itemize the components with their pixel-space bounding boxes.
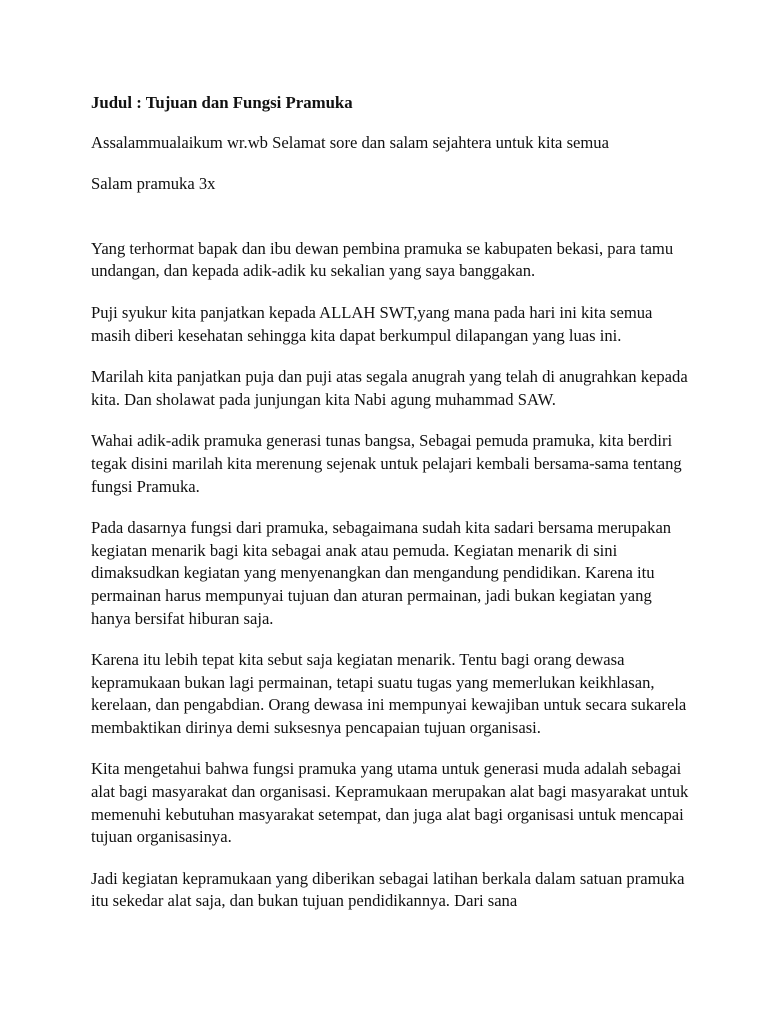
paragraph-marilah: Marilah kita panjatkan puja dan puji atas segala anugrah yang telah di anugrahkan kepada kita. Dan sholawat pada junjungan kita Nabi agung muhammad SAW. — [91, 367, 688, 409]
document-title: Judul : Tujuan dan Fungsi Pramuka — [91, 93, 353, 112]
paragraph-yang-terhormat: Yang terhormat bapak dan ibu dewan pembina pramuka se kabupaten bekasi, para tamu undangan, dan kepada adik-adik ku sekalian yang saya banggakan. — [91, 238, 674, 281]
paragraph-kita-mengetahui: Kita mengetahui bahwa fungsi pramuka yang utama untuk generasi muda adalah sebagai alat bagi masyarakat dan organisasi. Kepramukaan merupakan alat bagi masyarakat untuk memenuhi kebutuhan masyarakat setempat, dan juga alat bagi organisasi untuk mencapai tujuan organisasinya. — [91, 759, 689, 847]
paragraph-pada-dasarnya: Pada dasarnya fungsi dari pramuka, sebagaimana sudah kita sadari bersama merupakan kegiatan menarik bagi kita sebagai anak atau pemuda. Kegiatan menarik di sini dimaksudkan kegiatan yang menyenangkan dan mengandung pendidikan. Karena itu permainan harus mempunyai tujuan dan aturan permainan, jadi bukan kegiatan yang hanya bersifat hiburan saja. — [91, 518, 672, 628]
document-page — [91, 92, 691, 932]
paragraph-jadi-kegiatan: Jadi kegiatan kepramukaan yang diberikan sebagai latihan berkala dalam satuan pramuka itu sekedar alat saja, dan bukan tujuan pendidikannya. Dari sana — [91, 868, 685, 911]
paragraph-salam: Salam pramuka 3x — [91, 174, 216, 194]
paragraph-wahai: Wahai adik-adik pramuka generasi tunas bangsa, Sebagai pemuda pramuka, kita berdiri tegak disini marilah kita merenung sejenak untuk pelajari kembali bersama-sama tentang fungsi Pramuka. — [91, 431, 682, 496]
paragraph-karena-itu: Karena itu lebih tepat kita sebut saja kegiatan menarik. Tentu bagi orang dewasa kepramukaan bukan lagi permainan, tetapi suatu tugas yang memerlukan keikhlasan, kerelaan, dan pengabdian. Orang dewasa ini mempunyai kewajiban untuk secara sukarela membaktikan dirinya demi suksesnya pencapaian tujuan organisasi. — [91, 650, 687, 737]
paragraph-greeting: Assalammualaikum wr.wb Selamat sore dan salam sejahtera untuk kita semua — [91, 132, 609, 152]
paragraph-puji-syukur: Puji syukur kita panjatkan kepada ALLAH SWT,yang mana pada hari ini kita semua masih diberi kesehatan sehingga kita dapat berkumpul dilapangan yang luas ini. — [91, 302, 653, 345]
